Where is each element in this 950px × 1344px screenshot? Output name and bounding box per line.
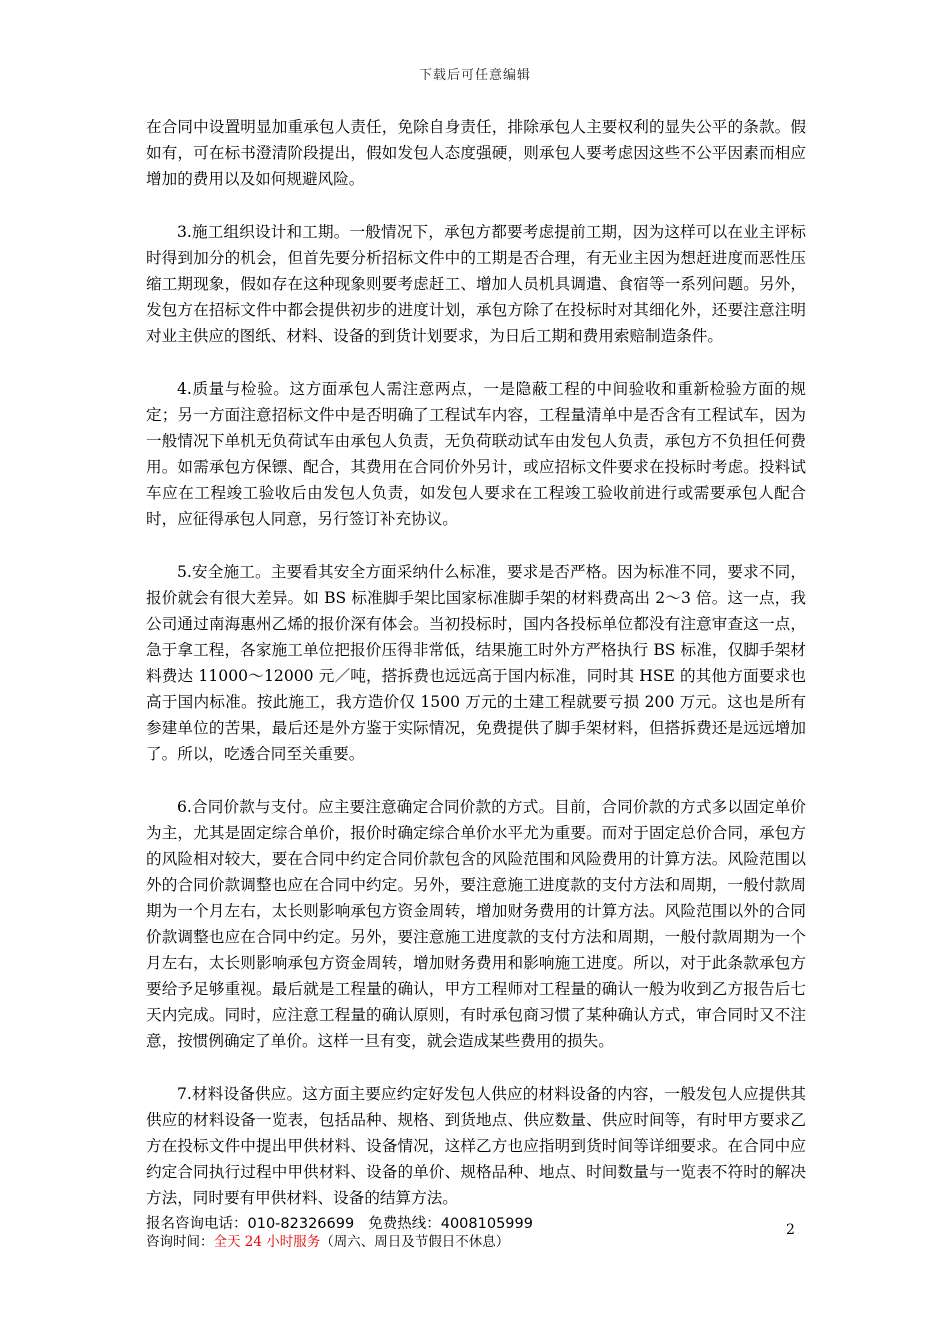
paragraph-construction-schedule: 3.施工组织设计和工期。一般情况下，承包方都要考虑提前工期，因为这样可以在业主评标时得到加分的机会，但首先要分析招标文件中的工期是否合理，有无业主因为想赶进度而恶性压缩工期现象，假如存在这种现象则要考虑赶工、增加人员机具调遣、食宿等一系列问题。另外，发包方在招标文件中都会提供初步的进度计划，承包方除了在投标时对其细化外，还要注意注明对业主供应的图纸、材料、设备的到货计划要求，为日后工期和费用索赔制造条件。 bbox=[146, 223, 806, 345]
paragraph-safety-construction: 5.安全施工。主要看其安全方面采纳什么标准，要求是否严格。因为标准不同，要求不同，报价就会有很大差异。如 BS 标准脚手架比国家标准脚手架的材料费高出 2～3 倍。这一点，我公司通过南海惠州乙烯的报价深有体会。当初投标时，国内各投标单位都没有注意审查这一点，急于拿工程，各家施工单位把报价压得非常低，结果施工时外方严格执行 BS 标准，仅脚手架材料费达 11000～12000 元／吨，搭拆费也远远高于国内标准，同时其 HSE 的其他方面要求也高于国内标准。按此施工，我方造价仅 1500 万元的土建工程就要亏损 200 万元。这也是所有参建单位的苦果，最后还是外方鉴于实际情况，免费提供了脚手架材料，但搭拆费还是远远增加了。所以，吃透合同至关重要。 bbox=[146, 563, 806, 763]
document-body bbox=[146, 114, 806, 1238]
hours-highlight: 全天 24 小时服务 bbox=[213, 1234, 321, 1250]
page-header: 下载后可任意编辑 bbox=[418, 68, 531, 83]
footer-hours bbox=[146, 1232, 509, 1252]
hours-label: 咨询时间： bbox=[146, 1234, 214, 1250]
footer-contact bbox=[146, 1214, 533, 1234]
phone-label: 报名咨询电话： bbox=[146, 1216, 248, 1232]
hotline-label: 免费热线： bbox=[368, 1216, 441, 1232]
paragraph-material-supply: 7.材料设备供应。这方面主要应约定好发包人供应的材料设备的内容，一般发包人应提供其供应的材料设备一览表，包括品种、规格、到货地点、供应数量、供应时间等，有时甲方要求乙方在投标文件中提出甲供材料、设备情况，这样乙方也应指明到货时间等详细要求。在合同中应约定合同执行过程中甲供材料、设备的单价、规格品种、地点、时间数量与一览表不符时的解决方法，同时要有甲供材料、设备的结算方法。 bbox=[146, 1085, 806, 1207]
page-number: 2 bbox=[786, 1222, 795, 1238]
hotline-number: 4008105999 bbox=[440, 1216, 533, 1232]
paragraph-quality-inspection: 4.质量与检验。这方面承包人需注意两点，一是隐蔽工程的中间验收和重新检验方面的规定；另一方面注意招标文件中是否明确了工程试车内容，工程量清单中是否含有工程试车，因为一般情况下单机无负荷试车由承包人负责，无负荷联动试车由发包人负责，承包方不负担任何费用。如需承包方保镖、配合，其费用在合同价外另计，或应招标文件要求在投标时考虑。投料试车应在工程竣工验收后由发包人负责，如发包人要求在工程竣工验收前进行或需要承包人配合时，应征得承包人同意，另行签订补充协议。 bbox=[146, 380, 806, 528]
hours-note: （周六、周日及节假日不休息） bbox=[320, 1234, 510, 1250]
paragraph-contract-payment: 6.合同价款与支付。应主要注意确定合同价款的方式。目前，合同价款的方式多以固定单价为主，尤其是固定综合单价，报价时确定综合单价水平尤为重要。而对于固定总价合同，承包方的风险相对较大，要在合同中约定合同价款包含的风险范围和风险费用的计算方法。风险范围以外的合同价款调整也应在合同中约定。另外，要注意施工进度款的支付方法和周期，一般付款周期为一个月左右，太长则影响承包方资金周转，增加财务费用的计算方法。风险范围以外的合同价款调整也应在合同中约定。另外，要注意施工进度款的支付方法和周期，一般付款周期为一个月左右，太长则影响承包方资金周转，增加财务费用和影响施工进度。所以，对于此条款承包方要给予足够重视。最后就是工程量的确认，甲方工程师对工程量的确认一般为收到乙方报告后七天内完成。同时，应注意工程量的确认原则，有时承包商习惯了某种确认方式，审合同时又不注意，按惯例确定了单价。这样一旦有变，就会造成某些费用的损失。 bbox=[146, 798, 806, 1050]
phone-number: 010-82326699 bbox=[247, 1216, 355, 1232]
paragraph-contract-terms: 在合同中设置明显加重承包人责任，免除自身责任，排除承包人主要权利的显失公平的条款。假如有，可在标书澄清阶段提出，假如发包人态度强硬，则承包人要考虑因这些不公平因素而相应增加的费用以及如何规避风险。 bbox=[146, 118, 806, 188]
